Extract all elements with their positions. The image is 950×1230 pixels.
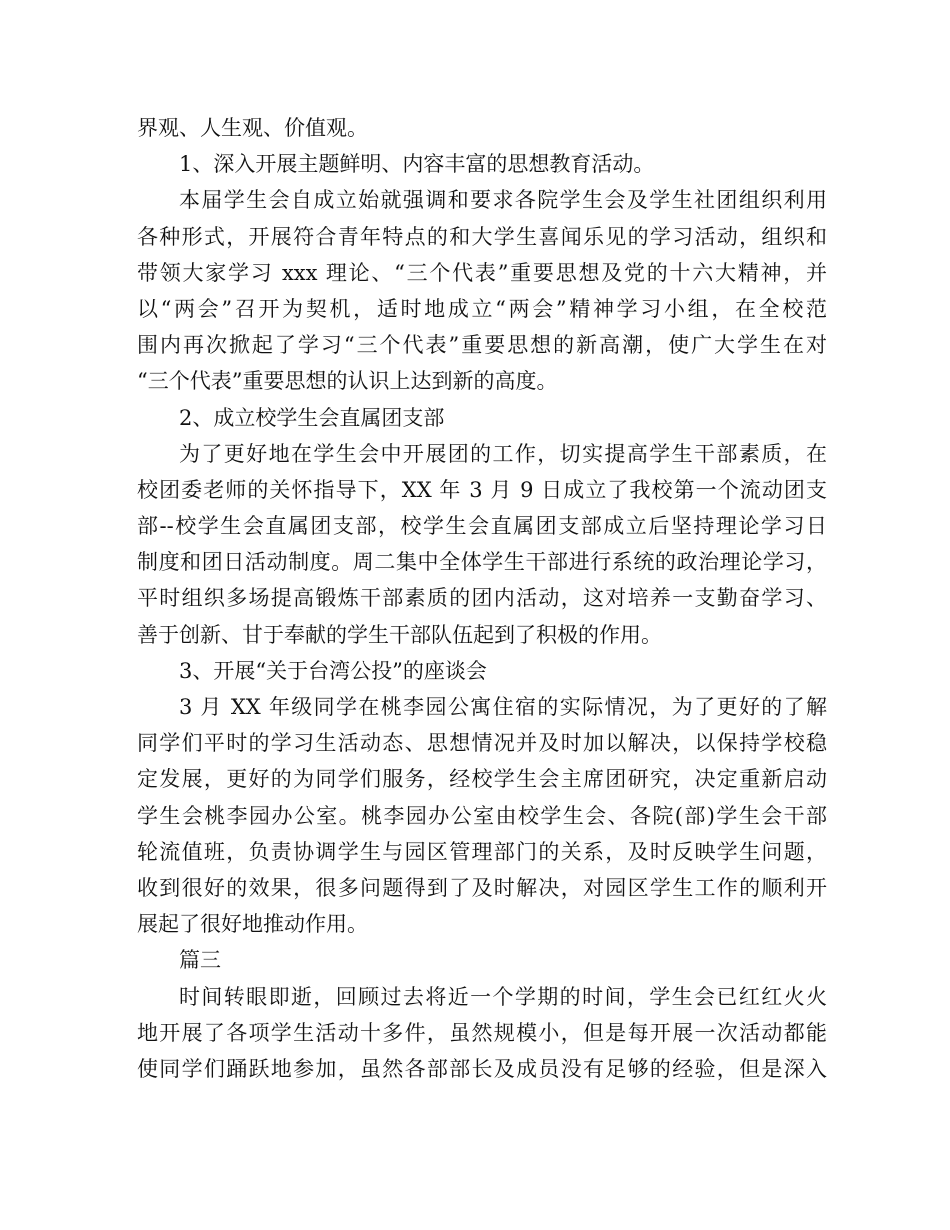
- text-line: 各种形式，开展符合青年特点的和大学生喜闻乐见的学习活动，组织和: [137, 224, 827, 249]
- text-line: 定发展，更好的为同学们服务，经校学生会主席团研究，决定重新启动: [137, 767, 827, 792]
- text-line: 同学们平时的学习生活动态、思想情况并及时加以解决，以保持学校稳: [137, 731, 827, 756]
- text-line: 篇三: [179, 948, 221, 973]
- text-line: 时间转眼即逝，回顾过去将近一个学期的时间，学生会已红红火火: [179, 984, 827, 1009]
- text-line: 校团委老师的关怀指导下，XX 年 3 月 9 日成立了我校第一个流动团支: [137, 477, 827, 502]
- text-line: 本届学生会自成立始就强调和要求各院学生会及学生社团组织利用: [179, 188, 827, 213]
- text-line: 3 月 XX 年级同学在桃李园公寓住宿的实际情况，为了更好的了解: [179, 695, 827, 719]
- text-line: 善于创新、甘于奉献的学生干部队伍起到了积极的作用。: [137, 622, 662, 647]
- text-line: “三个代表”重要思想的认识上达到新的高度。: [137, 369, 558, 394]
- text-line: 收到很好的效果，很多问题得到了及时解决，对园区学生工作的顺利开: [137, 875, 827, 900]
- text-line: 平时组织多场提高锻炼干部素质的团内活动，这对培养一支勤奋学习、: [137, 586, 827, 611]
- text-line: 部--校学生会直属团支部，校学生会直属团支部成立后坚持理论学习日: [137, 514, 827, 539]
- text-line: 2、成立校学生会直属团支部: [179, 405, 445, 430]
- document-body: [137, 110, 827, 1087]
- text-line: 展起了很好地推动作用。: [137, 912, 368, 937]
- text-line: 界观、人生观、价值观。: [137, 116, 368, 140]
- text-line: 地开展了各项学生活动十多件，虽然规模小，但是每开展一次活动都能: [137, 1020, 827, 1045]
- text-line: 制度和团日活动制度。周二集中全体学生干部进行系统的政治理论学习，: [137, 550, 827, 575]
- text-line: 带领大家学习 xxx 理论、“三个代表”重要思想及党的十六大精神，并: [137, 260, 827, 285]
- text-line: 学生会桃李园办公室。桃李园办公室由校学生会、各院(部)学生会干部: [137, 803, 827, 828]
- text-line: 3、开展“关于台湾公投”的座谈会: [179, 658, 487, 683]
- text-line: 使同学们踊跃地参加，虽然各部部长及成员没有足够的经验，但是深入: [137, 1056, 827, 1081]
- text-line: 围内再次掀起了学习“三个代表”重要思想的新高潮，使广大学生在对: [137, 333, 827, 358]
- text-line: 1、深入开展主题鲜明、内容丰富的思想教育活动。: [179, 152, 655, 177]
- text-line: 轮流值班，负责协调学生与园区管理部门的关系，及时反映学生问题，: [137, 839, 827, 864]
- text-line: 以“两会”召开为契机，适时地成立“两会”精神学习小组，在全校范: [137, 296, 827, 321]
- text-line: 为了更好地在学生会中开展团的工作，切实提高学生干部素质，在: [179, 441, 827, 466]
